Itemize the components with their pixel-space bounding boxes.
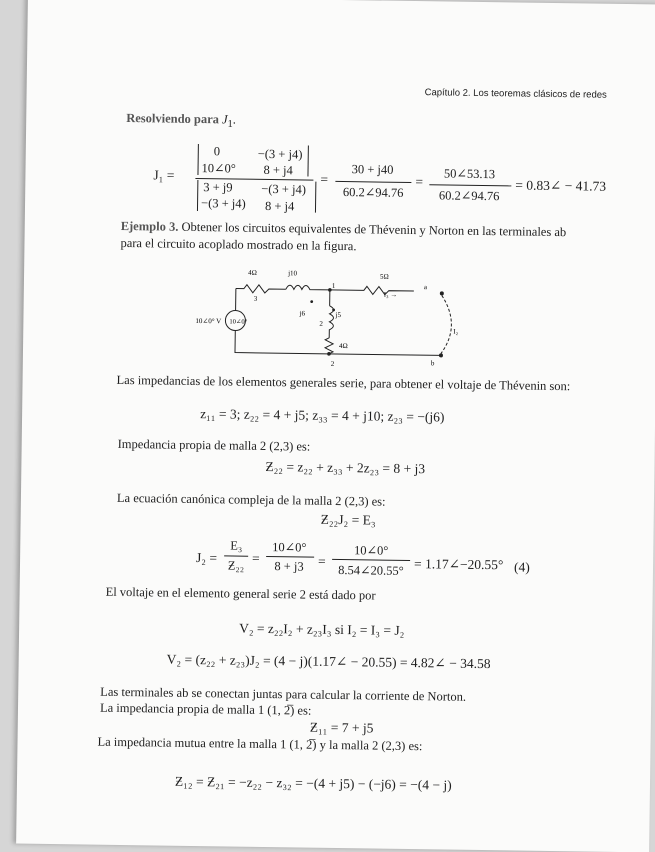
example-line-2: para el circuito acoplado mostrado en la figura.	[120, 235, 357, 254]
svg-text:b: b	[430, 359, 435, 368]
paragraph-thevenin: Las impedancias de los elementos generales serie, para obtener el voltaje de Thévenin son:	[116, 372, 571, 394]
paragraph-voltage: El voltaje en el elemento general serie 2 está dado por	[105, 584, 376, 603]
svg-text:4Ω: 4Ω	[248, 268, 257, 277]
running-header: Capítulo 2. Los teoremas clásicos de redes	[424, 87, 607, 101]
equation-v2-value: V₂ = (z₂₂ + z₂₃)J₂ = (4 − j)(1.17∠ − 20.55) = 4.82∠ − 34.58	[166, 651, 491, 672]
equation-z12: Ƶ₁₂ = Ƶ₂₁ = −z₂₂ − z₃₂ = −(4 + j5) − (−j6) = −(4 − j)	[174, 773, 452, 793]
svg-text:a: a	[423, 283, 428, 292]
equation-v2-def: V₂ = z₂₂I₂ + z₂₃I₃ si I₂ = I₃ = J₂	[239, 620, 405, 638]
intro-text: Resolviendo para $J_1$.	[126, 111, 237, 130]
equation-j2: J₂ = E₃ Ƶ₂₂ = 10∠0° 8 + j3 = 10∠0° 8.54∠20.55° = 1.17∠−20.55° (4)	[196, 538, 530, 578]
svg-text:j5: j5	[335, 310, 342, 320]
terminal-b	[439, 353, 443, 357]
svg-text:2: 2	[319, 319, 323, 328]
equation-z11: Ƶ₁₁ = 7 + j5	[309, 719, 374, 736]
document-page	[16, 0, 655, 852]
example-line-1: Ejemplo 3. Obtener los circuitos equivalentes de Thévenin y Norton en las terminales ab	[120, 218, 567, 240]
svg-text:2: 2	[330, 359, 335, 368]
svg-text:I₃ →: I₃ →	[383, 290, 398, 299]
equation-j1: J₁ = 0 −(3 + j4) 10∠0° 8 + j4 3 + j9 −(3 + j4) −(3 + j4) 8 + j4 = 30 + j40 60.2∠94.76 = 50∠53.13 60.2∠94.76 = 0.83∠ − 41.73	[153, 144, 607, 214]
terminal-a	[440, 291, 444, 295]
equation-z22: Ƶ₂₂ = z₂₂ + z₃₃ + 2z₂₃ = 8 + j3	[265, 458, 426, 477]
paragraph-canonical: La ecuación canónica compleja de la malla 2 (2,3) es:	[116, 490, 386, 509]
svg-text:4Ω: 4Ω	[339, 342, 348, 351]
paragraph-mutual: La impedancia mutua entre la malla 1 (1, 2̅) y la malla 2 (2,3) es:	[97, 734, 423, 754]
svg-text:5Ω: 5Ω	[380, 272, 389, 281]
paragraph-norton: Las terminales ab se conectan juntas para calcular la corriente de Norton.	[100, 684, 467, 704]
svg-text:3: 3	[253, 294, 258, 303]
paragraph-mesh1: La impedancia propia de malla 1 (1, 2̅) es:	[99, 700, 312, 718]
circuit-diagram	[183, 260, 515, 380]
svg-text:10∠0°: 10∠0°	[229, 318, 248, 326]
svg-text:I₂: I₂	[453, 327, 459, 336]
paragraph-mesh2: Impedancia propia de malla 2 (2,3) es:	[117, 436, 311, 454]
svg-text:1: 1	[331, 281, 336, 290]
svg-text:10∠0° V: 10∠0° V	[195, 316, 222, 326]
svg-text:j10: j10	[288, 269, 298, 278]
svg-text:j6: j6	[299, 309, 306, 318]
equation-impedances: z₁₁ = 3; z₂₂ = 4 + j5; z₃₃ = 4 + j10; z₂₃ = −(j6)	[200, 406, 445, 425]
equation-canonical: Ƶ₂₂J₂ = E₃	[320, 511, 376, 528]
